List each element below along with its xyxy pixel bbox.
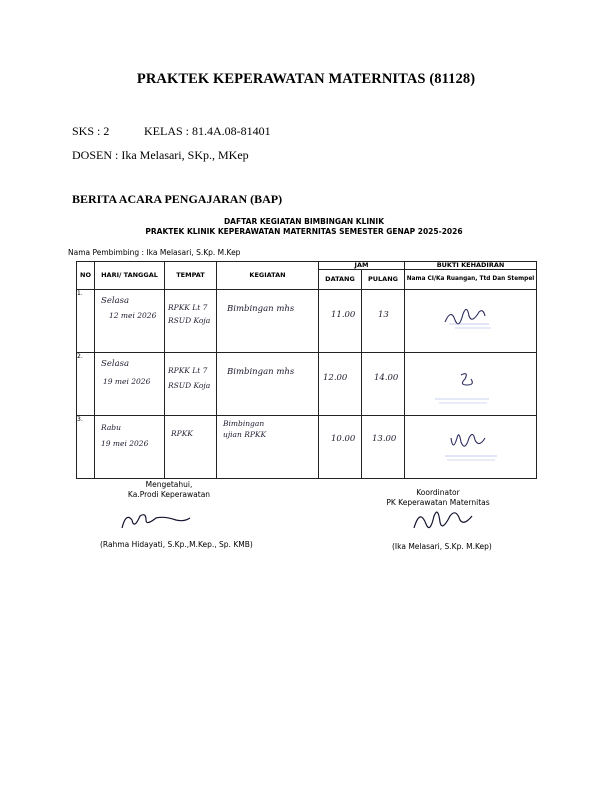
row-hari: Selasa bbox=[101, 359, 130, 369]
sks-label: SKS : 2 bbox=[72, 124, 110, 138]
header-bukti-sub: Nama CI/Ka Ruangan, Ttd Dan Stempel bbox=[405, 270, 537, 290]
row-no: 3. bbox=[77, 416, 95, 479]
row-kegiatan-2: ujian RPKK bbox=[223, 430, 267, 439]
header-jam: JAM bbox=[319, 262, 405, 270]
row-tanggal: 19 mei 2026 bbox=[103, 377, 151, 386]
row-hari: Selasa bbox=[101, 296, 130, 306]
row-kegiatan: Bimbingan bbox=[223, 419, 265, 428]
header-tempat: TEMPAT bbox=[165, 262, 217, 290]
row-no: 1. bbox=[77, 290, 95, 353]
row-tempat: RPKK Lt 7 bbox=[168, 366, 208, 375]
header-bukti: BUKTI KEHADIRAN bbox=[405, 262, 537, 270]
row-no: 2. bbox=[77, 353, 95, 416]
table-row bbox=[77, 290, 537, 353]
row-tempat-2: RSUD Koja bbox=[168, 316, 211, 325]
header-kegiatan: KEGIATAN bbox=[217, 262, 319, 290]
header-no: NO bbox=[77, 262, 95, 290]
row-tempat: RPKK Lt 7 bbox=[168, 303, 208, 312]
row-pulang: 13.00 bbox=[372, 434, 397, 444]
sign-left-line1: Mengetahui, bbox=[145, 480, 193, 489]
table-row bbox=[77, 353, 537, 416]
header-datang: DATANG bbox=[319, 270, 362, 290]
signature-right bbox=[404, 504, 484, 536]
row-datang: 11.00 bbox=[331, 310, 356, 320]
row-hari: Rabu bbox=[101, 423, 121, 432]
row-tempat-2: RSUD Koja bbox=[168, 381, 211, 390]
table-row bbox=[77, 416, 537, 479]
scanned-activity-sheet bbox=[64, 212, 544, 562]
sign-left-name: (Rahma Hidayati, S.Kp.,M.Kep., Sp. KMB) bbox=[100, 540, 253, 549]
signature-stamp-2 bbox=[405, 353, 537, 413]
header-hari-tanggal: HARI/ TANGGAL bbox=[95, 262, 165, 290]
pembimbing-label: Nama Pembimbing : Ika Melasari, S.Kp. M.Kep bbox=[68, 248, 241, 257]
row-datang: 12.00 bbox=[323, 373, 348, 383]
document-title: PRAKTEK KEPERAWATAN MATERNITAS (81128) bbox=[136, 71, 476, 87]
scan-title-line2: PRAKTEK KLINIK KEPERAWATAN MATERNITAS SEMESTER GENAP 2025-2026 bbox=[145, 227, 463, 236]
row-kegiatan: Bimbingan mhs bbox=[227, 304, 295, 314]
sign-right-line2: PK Keperawatan Maternitas bbox=[386, 498, 490, 507]
row-pulang: 13 bbox=[378, 310, 389, 320]
sign-right-name: (Ika Melasari, S.Kp. M.Kep) bbox=[392, 542, 492, 551]
scan-title-line1: DAFTAR KEGIATAN BIMBINGAN KLINIK bbox=[223, 217, 385, 226]
signature-stamp-1 bbox=[405, 290, 537, 350]
row-datang: 10.00 bbox=[331, 434, 356, 444]
row-tanggal: 19 mei 2026 bbox=[101, 439, 149, 448]
activity-table bbox=[76, 261, 537, 479]
row-tempat: RPKK bbox=[171, 429, 193, 438]
kelas-label: KELAS : 81.4A.08-81401 bbox=[144, 124, 271, 138]
dosen-label: DOSEN : Ika Melasari, SKp., MKep bbox=[72, 148, 249, 162]
row-tanggal: 12 mei 2026 bbox=[109, 311, 157, 320]
header-pulang: PULANG bbox=[362, 270, 405, 290]
sign-right-line1: Koordinator bbox=[416, 488, 460, 497]
row-kegiatan: Bimbingan mhs bbox=[227, 367, 295, 377]
sign-left-line2: Ka.Prodi Keperawatan bbox=[127, 490, 211, 499]
row-pulang: 14.00 bbox=[374, 373, 399, 383]
signature-left bbox=[114, 508, 194, 538]
bap-heading: BERITA ACARA PENGAJARAN (BAP) bbox=[72, 192, 283, 206]
signature-stamp-3 bbox=[405, 416, 537, 476]
